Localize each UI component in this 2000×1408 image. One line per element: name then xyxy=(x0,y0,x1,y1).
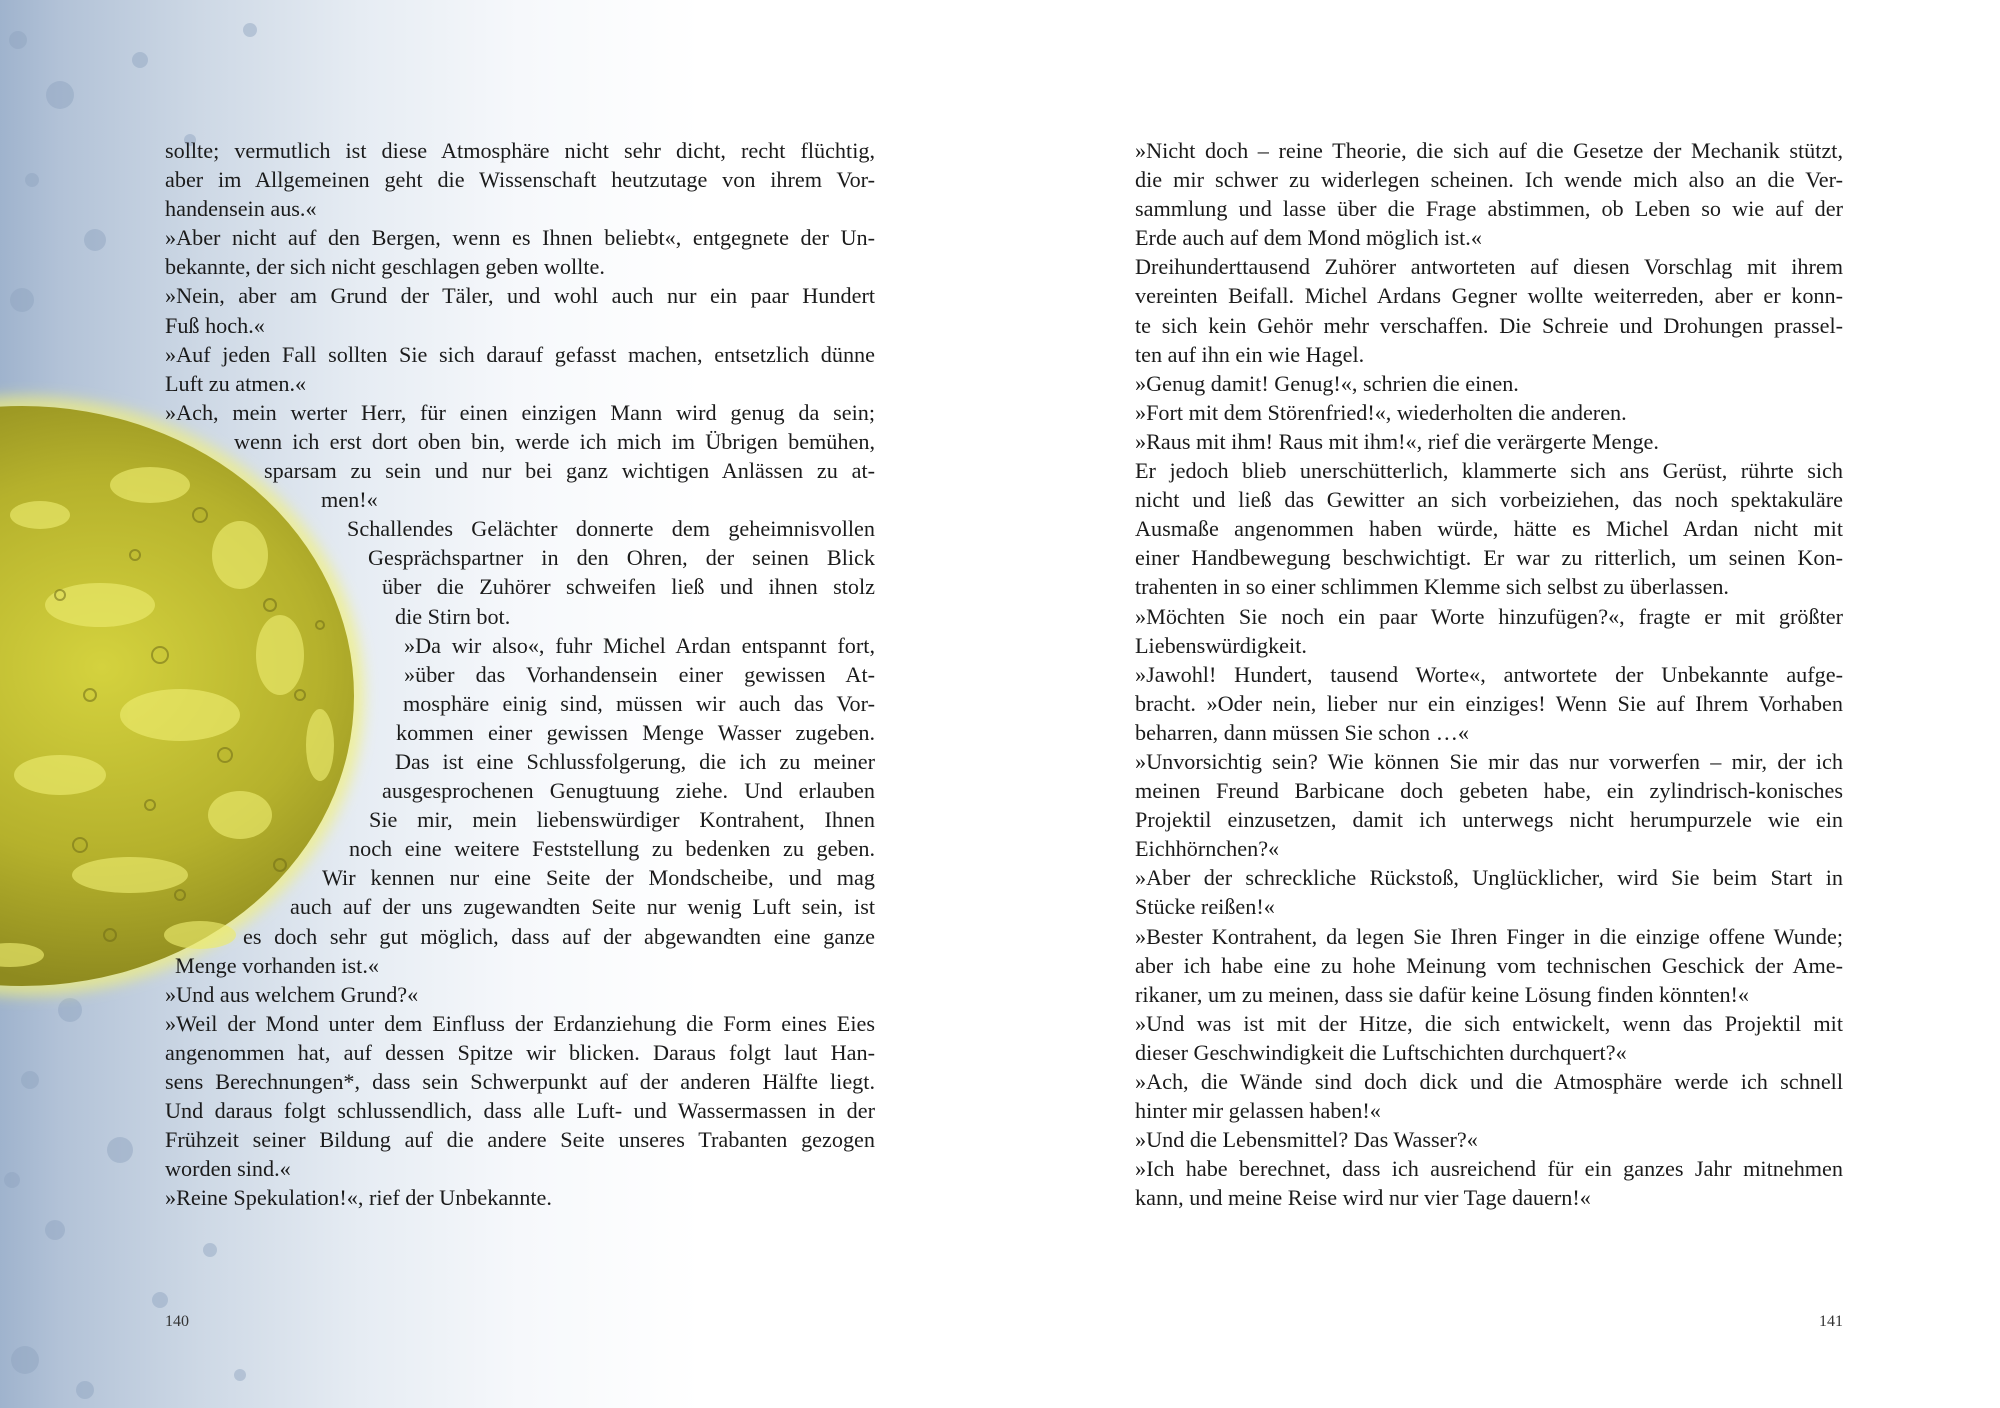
text-line: Stücke reißen!« xyxy=(1135,894,1275,920)
text-line: meinen Freund Barbicane doch gebeten habe, ein zylindrisch-konisches xyxy=(1135,778,1843,804)
text-line: »Aber nicht auf den Bergen, wenn es Ihnen beliebt«, entgegnete der Un- xyxy=(165,225,875,251)
text-line: dieser Geschwindigkeit die Luftschichten durchquert?« xyxy=(1135,1039,1627,1065)
text-line: Eichhörnchen?« xyxy=(1135,836,1280,862)
text-line: Und daraus folgt schlussendlich, dass alle Luft- und Wassermassen in der xyxy=(165,1098,875,1124)
text-line: die Stirn bot. xyxy=(395,603,511,629)
text-line: Gesprächspartner in den Ohren, der seinen Blick xyxy=(368,545,875,571)
text-line: kann, und meine Reise wird nur vier Tage dauern!« xyxy=(1135,1185,1591,1211)
text-line: Frühzeit seiner Bildung auf die andere Seite unseres Trabanten gezogen xyxy=(165,1127,875,1153)
text-line: Luft zu atmen.« xyxy=(165,370,307,396)
text-line: Menge vorhanden ist.« xyxy=(175,952,379,978)
text-line: worden sind.« xyxy=(165,1156,291,1182)
text-line: »Fort mit dem Störenfried!«, wiederholten die anderen. xyxy=(1135,399,1627,425)
text-line: auch auf der uns zugewandten Seite nur wenig Luft sein, ist xyxy=(290,894,875,920)
text-line: Erde auch auf dem Mond möglich ist.« xyxy=(1135,225,1482,251)
text-line: bekannte, der sich nicht geschlagen geben wollte. xyxy=(165,254,605,280)
text-line: Ausmaße angenommen haben würde, hätte es Michel Ardan nicht mit xyxy=(1135,516,1843,542)
text-line: »Und was ist mit der Hitze, die sich entwickelt, wenn das Projektil mit xyxy=(1135,1010,1843,1036)
text-line: sollte; vermutlich ist diese Atmosphäre nicht sehr dicht, recht flüchtig, xyxy=(165,138,875,163)
right-page-text xyxy=(1000,136,2000,1212)
text-line: über die Zuhörer schweifen ließ und ihnen stolz xyxy=(382,574,875,600)
text-line: einer Handbewegung beschwichtigt. Er war zu ritterlich, um seinen Kon- xyxy=(1135,545,1843,571)
text-line: sens Berechnungen*, dass sein Schwerpunkt auf der anderen Hälfte liegt. xyxy=(165,1069,875,1094)
text-line: aber ich habe eine zu hohe Meinung vom technischen Geschick der Ame- xyxy=(1135,952,1843,978)
text-line: »Ach, mein werter Herr, für einen einzigen Mann wird genug da sein; xyxy=(165,399,875,425)
text-line: kommen einer gewissen Menge Wasser zugeben. xyxy=(396,719,875,745)
text-line: men!« xyxy=(321,487,378,513)
text-line: »Und die Lebensmittel? Das Wasser?« xyxy=(1135,1127,1478,1153)
text-line: »Nein, aber am Grund der Täler, und wohl auch nur ein paar Hundert xyxy=(165,283,875,309)
text-line: »Reine Spekulation!«, rief der Unbekannte. xyxy=(165,1185,552,1211)
text-line: sammlung und lasse über die Frage abstimmen, ob Leben so wie auf der xyxy=(1135,196,1843,222)
text-line: »Weil der Mond unter dem Einfluss der Erdanziehung die Form eines Eies xyxy=(165,1010,875,1036)
text-line: »Ich habe berechnet, dass ich ausreichend für ein ganzes Jahr mitnehmen xyxy=(1135,1156,1843,1182)
text-line: hinter mir gelassen haben!« xyxy=(1135,1098,1381,1124)
text-line: Fuß hoch.« xyxy=(165,312,265,338)
page-number-left: 140 xyxy=(165,1313,189,1330)
text-line: noch eine weitere Feststellung zu bedenken zu geben. xyxy=(349,836,875,862)
text-line: aber im Allgemeinen geht die Wissenschaft heutzutage von ihrem Vor- xyxy=(165,167,875,193)
text-line: rikaner, um zu meinen, dass sie dafür keine Lösung finden könnten!« xyxy=(1135,981,1750,1007)
text-line: beharren, dann müssen Sie schon …« xyxy=(1135,719,1469,745)
text-line: es doch sehr gut möglich, dass auf der abgewandten eine ganze xyxy=(243,923,875,949)
text-line: handensein aus.« xyxy=(165,196,317,222)
text-line: »Aber der schreckliche Rückstoß, Unglücklicher, wird Sie beim Start in xyxy=(1135,865,1843,891)
text-line: Dreihunderttausend Zuhörer antworteten auf diesen Vorschlag mit ihrem xyxy=(1135,254,1843,280)
text-line: »Möchten Sie noch ein paar Worte hinzufügen?«, fragte er mit größter xyxy=(1135,603,1843,629)
text-line: te sich kein Gehör mehr verschaffen. Die Schreie und Drohungen prassel- xyxy=(1135,312,1843,338)
text-line: »Und aus welchem Grund?« xyxy=(165,981,419,1007)
text-line: »über das Vorhandensein einer gewissen At- xyxy=(404,661,875,687)
text-line: »Genug damit! Genug!«, schrien die einen. xyxy=(1135,370,1519,396)
text-line: Er jedoch blieb unerschütterlich, klammerte sich ans Gerüst, rührte sich xyxy=(1135,458,1843,484)
text-line: Schallendes Gelächter donnerte dem geheimnisvollen xyxy=(347,516,875,542)
text-line: wenn ich erst dort oben bin, werde ich mich im Übrigen bemühen, xyxy=(234,428,875,454)
text-line: »Auf jeden Fall sollten Sie sich darauf gefasst machen, entsetzlich dünne xyxy=(165,341,875,367)
text-line: trahenten in so einer schlimmen Klemme sich selbst zu überlassen. xyxy=(1135,574,1729,600)
left-page-text xyxy=(0,136,1000,1212)
text-line: die mir schwer zu widerlegen scheinen. Ich wende mich also an die Ver- xyxy=(1135,167,1843,193)
text-line: vereinten Beifall. Michel Ardans Gegner wollte weiterreden, aber er konn- xyxy=(1135,283,1843,309)
text-line: mosphäre einig sind, müssen wir auch das Vor- xyxy=(403,690,875,716)
text-line: nicht und ließ das Gewitter an sich vorbeiziehen, das noch spektakuläre xyxy=(1135,487,1843,513)
text-line: Sie mir, mein liebenswürdiger Kontrahent, Ihnen xyxy=(369,807,875,833)
text-line: ten auf ihn ein wie Hagel. xyxy=(1135,341,1365,367)
page-number-right: 141 xyxy=(1819,1313,1843,1330)
text-line: »Da wir also«, fuhr Michel Ardan entspannt fort, xyxy=(404,632,875,658)
text-line: »Unvorsichtig sein? Wie können Sie mir das nur vorwerfen – mir, der ich xyxy=(1135,748,1843,774)
right-page xyxy=(1000,0,2000,1408)
text-line: bracht. »Oder nein, lieber nur ein einziges! Wenn Sie auf Ihrem Vorhaben xyxy=(1135,690,1843,716)
text-line: »Nicht doch – reine Theorie, die sich auf die Gesetze der Mechanik stützt, xyxy=(1135,138,1843,163)
text-line: sparsam zu sein und nur bei ganz wichtigen Anlässen zu at- xyxy=(264,458,875,484)
text-line: »Bester Kontrahent, da legen Sie Ihren Finger in die einzige offene Wunde; xyxy=(1135,923,1843,949)
text-line: »Raus mit ihm! Raus mit ihm!«, rief die verärgerte Menge. xyxy=(1135,428,1659,454)
text-line: ausgesprochenen Genugtuung ziehe. Und erlauben xyxy=(382,778,875,804)
text-line: Wir kennen nur eine Seite der Mondscheibe, und mag xyxy=(322,865,875,891)
text-line: Das ist eine Schlussfolgerung, die ich zu meiner xyxy=(395,748,875,774)
text-line: Liebenswürdigkeit. xyxy=(1135,632,1307,658)
text-line: »Ach, die Wände sind doch dick und die Atmosphäre werde ich schnell xyxy=(1135,1069,1843,1094)
text-line: angenommen hat, auf dessen Spitze wir blicken. Daraus folgt laut Han- xyxy=(165,1039,875,1065)
text-line: Projektil einzusetzen, damit ich unterwegs nicht herumpurzele wie ein xyxy=(1135,807,1843,833)
text-line: »Jawohl! Hundert, tausend Worte«, antwortete der Unbekannte aufge- xyxy=(1135,661,1843,687)
